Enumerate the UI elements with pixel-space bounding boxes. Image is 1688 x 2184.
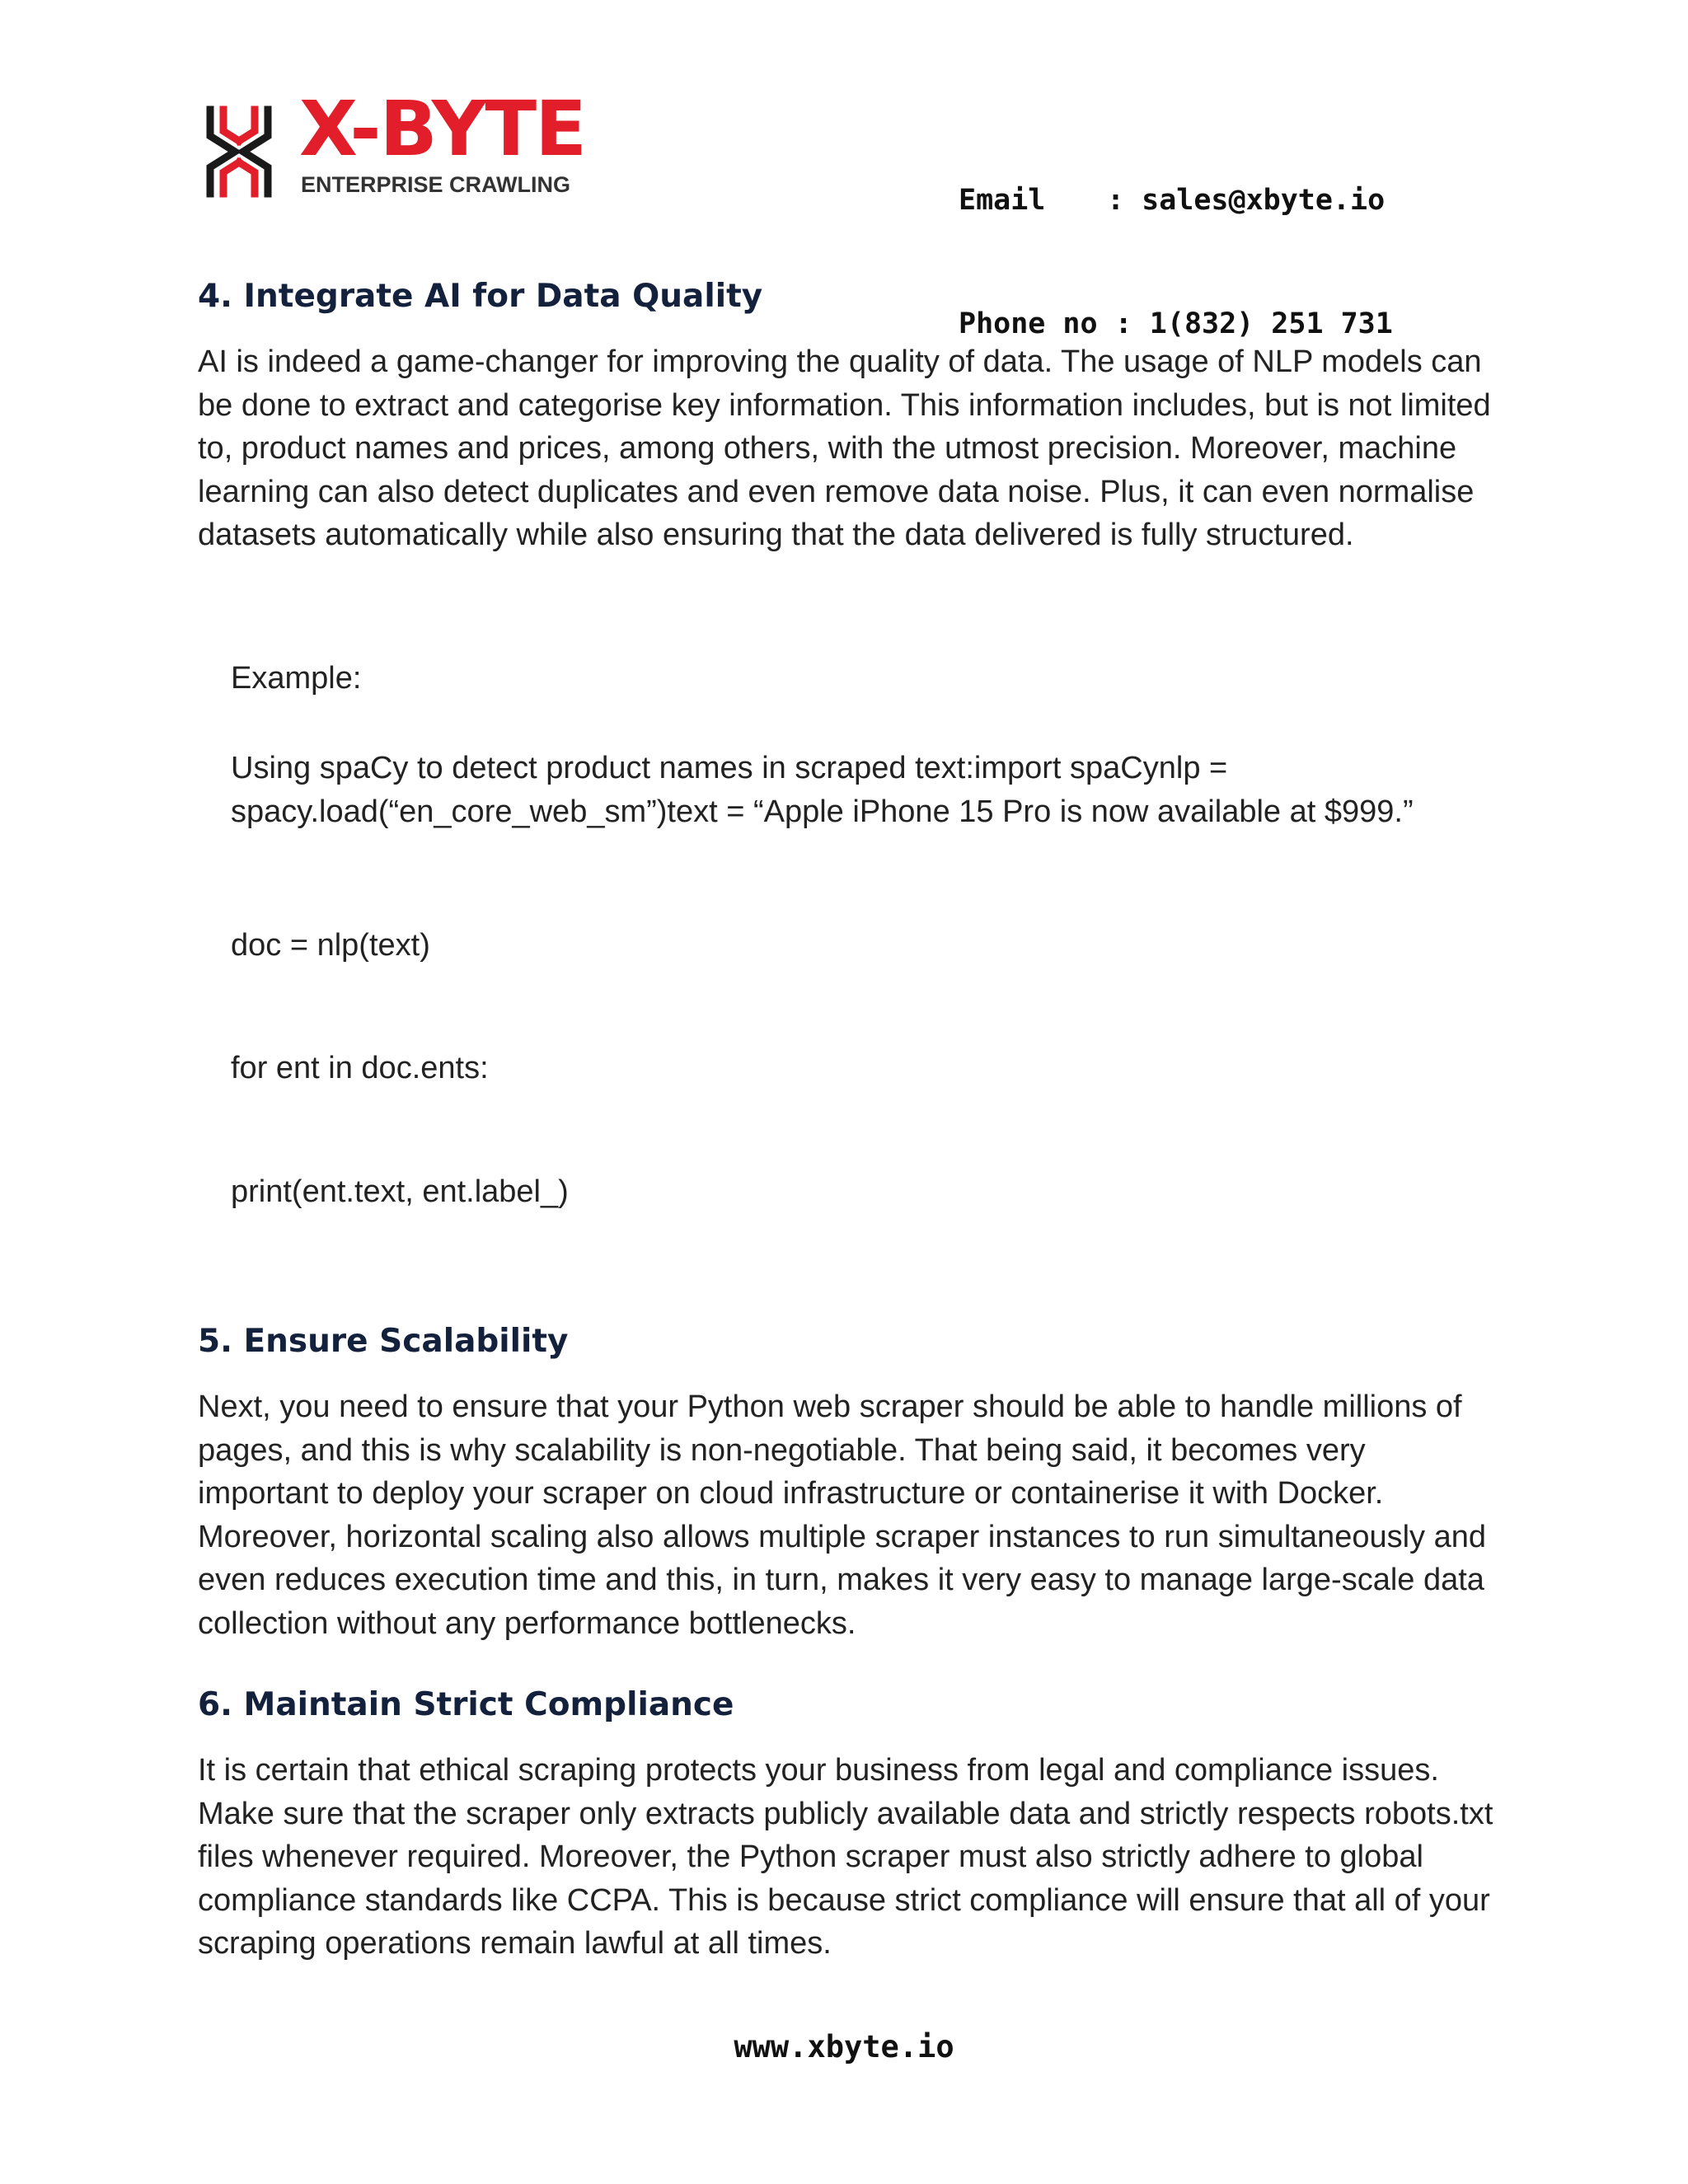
example-code-for: for ent in doc.ents: <box>231 1051 489 1085</box>
logo-wordmark: X-BYTE <box>299 85 585 173</box>
xbyte-logo-icon <box>202 103 276 200</box>
section-body-ai-data-quality: AI is indeed a game-changer for improving the quality of data. The usage of NLP models can be done to extract and categorise key information. This information includes, but is not limited to, product names and prices, among others, with the utmost precision. Moreover, machine learning can also detect duplicates and even remove data noise. Plus, it can even normalise datasets automatically while also ensuring that the data delivered is fully structured. <box>198 344 1491 553</box>
example-label: Example: <box>231 661 362 696</box>
logo-tagline: ENTERPRISE CRAWLING <box>301 172 571 197</box>
email-value: : sales@xbyte.io <box>1107 184 1386 217</box>
section-heading-compliance: 6. Maintain Strict Compliance <box>198 1686 734 1723</box>
section-heading-scalability: 5. Ensure Scalability <box>198 1323 569 1360</box>
company-logo <box>202 85 598 202</box>
footer-website-link[interactable]: www.xbyte.io <box>734 2029 954 2064</box>
phone-value: : 1(832) 251 731 <box>1114 307 1393 340</box>
email-row <box>959 180 1393 221</box>
section-body-compliance: It is certain that ethical scraping protects your business from legal and compliance issues. Make sure that the scraper only extracts publicly available data and strictly respects robots.txt files whenever required. Moreover, the Python scraper must also strictly adhere to global compliance standards like CCPA. This is because strict compliance will ensure that all of your scraping operations remain lawful at all times. <box>198 1753 1493 1961</box>
example-code-print: print(ent.text, ent.label_) <box>231 1174 569 1209</box>
example-code-doc: doc = nlp(text) <box>231 928 430 963</box>
section-body-scalability: Next, you need to ensure that your Python web scraper should be able to handle millions of pages, and this is why scalability is non-negotiable. That being said, it becomes very important to deploy your scraper on cloud infrastructure or containerise it with Docker. Moreover, horizontal scaling also allows multiple scraper instances to run simultaneously and even reduces execution time and this, in turn, makes it very easy to manage large-scale data collection without any performance bottlenecks. <box>198 1390 1486 1641</box>
phone-row <box>959 303 1393 344</box>
email-label: Email <box>959 184 1046 217</box>
phone-label: Phone no <box>959 307 1098 340</box>
section-heading-ai-data-quality: 4. Integrate AI for Data Quality <box>198 278 763 315</box>
example-intro: Using spaCy to detect product names in scraped text:import spaCynlp = spacy.load(“en_core_web_sm”)text = “Apple iPhone 15 Pro is now available at $999.” <box>231 751 1414 829</box>
